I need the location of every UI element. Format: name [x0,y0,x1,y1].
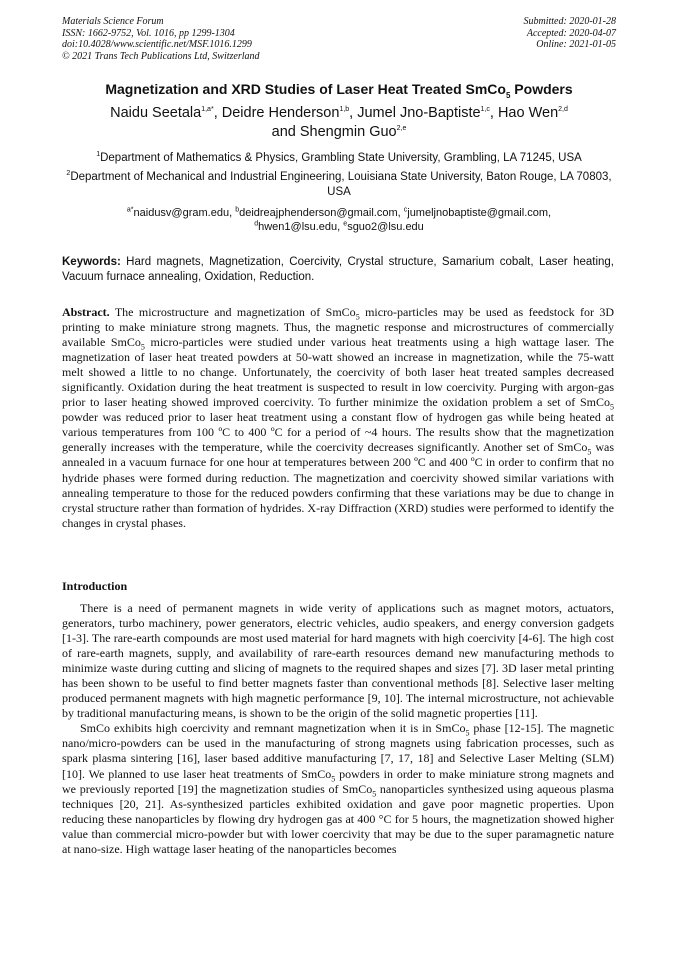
paper-title [40,80,638,98]
author-affil-mark: 1,b [339,106,350,114]
email-address[interactable]: jumeljnobaptiste@gmail.com, [407,207,552,219]
email-address[interactable]: hwen1@lsu.edu, [258,221,344,233]
email-mark: a* [126,206,134,214]
subscript: 5 [355,312,360,322]
affiliation-mark: 2 [66,170,71,178]
author-name: and Shengmin Guo [271,124,397,140]
affiliation-text: Department of Mathematics & Physics, Grambling State University, Grambling, LA 71245, USA [100,152,582,164]
email-address[interactable]: naidusv@gram.edu, [133,207,236,219]
author-affil-mark: 1,c [480,106,490,114]
publication-dates [524,16,617,51]
abstract-text: The microstructure and magnetization of SmCo [109,305,356,319]
online-date: Online: 2021-01-05 [536,39,616,50]
author-list [40,104,638,142]
affiliation-2 [62,170,616,200]
author-separator: , [349,105,358,121]
journal-info [62,16,260,62]
author-separator: , [489,105,498,121]
paragraph-text: nanoparticles synthesized using aqueous plasma techniques [20, 21]. As-synthesized particles exhibited oxidation and gave poor magnetic properties. Upon reducing these nanoparticles by flowing dry hydrogen gas at 400 °C for 5 hours, the magnetization showed higher value than commercial micro-powder but with lower coercivity that may be due to the super paramagnetic nature at nano-size. High wattage laser heating of the nanoparticles becomes [62,781,614,856]
affiliation-text: Department of Mechanical and Industrial Engineering, Louisiana State University, Baton Rouge, LA 70803, USA [70,171,612,198]
author-name: Hao Wen [497,105,559,121]
subscript: 5 [372,788,377,798]
paragraph-text: SmCo exhibits high coercivity and remnant magnetization when it is in SmCo [80,721,466,736]
email-address[interactable]: deidreajphenderson@gmail.com, [239,207,404,219]
keywords [62,255,614,285]
abstract-label: Abstract. [62,305,110,319]
subscript: 5 [140,342,145,352]
title-subscript: 5 [505,90,511,100]
author-affil-mark: 2,e [396,125,407,133]
keywords-text: Hard magnets, Magnetization, Coercivity, Crystal structure, Samarium cobalt, Laser heating, Vacuum furnace annealing, Oxidation, Reduction. [62,256,614,283]
abstract-text: was annealed in a vacuum furnace for one hour at temperatures between 200 ºC and 400 ºC in order to confirm that no hydride phases were formed during reduction. The magnetization and coercivity showed similar variations with annealing temperature to those for the reduced powders confirming that these variations may be due to change in crystal structure rather than formation of hydrides. X-ray Diffraction (XRD) studies were performed to identify the changes in crystal phases. [62,440,614,530]
email-mark: d [254,220,259,228]
title-tail: Powders [510,81,573,97]
author-name: Jumel Jno-Baptiste [357,105,481,121]
title-main: Magnetization and XRD Studies of Laser Heat Treated SmCo [105,81,506,97]
subscript: 5 [331,773,336,783]
email-address[interactable]: sguo2@lsu.edu [347,221,424,233]
journal-name: Materials Science Forum [62,16,164,27]
author-affil-mark: 1,a* [201,106,214,114]
email-list [62,206,616,234]
issn-volume: ISSN: 1662-9752, Vol. 1016, pp 1299-1304 [62,27,235,39]
abstract [62,305,614,531]
paragraph-text: powders in order to make miniature strong magnets and we previously reported [19] the magnetization studies of SmCo [62,766,614,796]
introduction-body [62,601,614,857]
paragraph: There is a need of permanent magnets in wide verity of applications such as magnet motors, actuators, generators, turbo machinery, power generators, electric vehicles, audio speakers, and energy conversion gadgets [1-3]. The rare-earth compounds are most used material for hard magnets with high coercivity [4-6]. The high cost of rare-earth magnets, supply, and availability of rare-earth resources demand new manufacturing methods to minimize waste during cutting and slicing of magnets to the required shapes and sizes [7]. 3D laser metal printing has been shown to be useful to find better magnets faster than conventional methods [8]. Selective laser melting produced permanent magnets with high magnetic performance [9, 10]. The internal microstructure, not achievable by traditional manufacturing means, is shown to be the origin of the solid magnetic properties [11]. [62,601,614,721]
author-name: Naidu Seetala [110,105,202,121]
accepted-date: Accepted: 2020-04-07 [526,27,616,39]
affiliation-mark: 1 [96,151,101,159]
abstract-text: powder was reduced prior to laser heat treatment using a constant flow of hydrogen gas while being heated at various temperatures from 100 ºC to 400 ºC for a period of ~4 hours. The results show that the magnetization generally increases with the temperature, while the coercivity decreases significantly. Another set of SmCo [62,410,614,455]
author-affil-mark: 2,d [558,106,568,114]
email-mark: b [235,206,240,214]
abstract-text: micro-particles may be used as feedstock for 3D printing to make miniature strong magnets. Thus, the magnetic response and microstructures of commercially available SmCo [62,305,614,350]
paragraph [62,721,614,856]
subscript: 5 [465,728,470,738]
subscript: 5 [610,402,614,412]
affiliation-1 [62,151,616,166]
email-mark: e [343,220,348,228]
author-separator: , [213,105,222,121]
copyright: © 2021 Trans Tech Publications Ltd, Switzerland [62,50,260,62]
paragraph-text: phase [12-15]. The magnetic nano/micro-powders can be used in the manufacturing of strong magnets using fabrication processes, such as spark plasma sintering [16], laser based additive manufacturing [7, 17, 18] and Selective Laser Melting (SLM) [10]. We planned to use laser heat treatments of SmCo [62,721,615,781]
keywords-label: Keywords: [62,256,121,268]
subscript: 5 [587,447,592,457]
section-heading-introduction: Introduction [62,579,128,593]
submitted-date: Submitted: 2020-01-28 [523,16,616,27]
email-mark: c [403,206,408,214]
doi-link[interactable]: doi:10.4028/www.scientific.net/MSF.1016.1299 [62,39,252,50]
abstract-text: micro-particles were studied under various heat treatments using a high wattage laser. The magnetization of laser heat treated powders at 50-watt showed an increase in magnetization, while the 75-watt melt showed a little to no change. Unfortunately, the coercivity of both laser heat treated samples decreased significantly. Oxidation during the heat treatment is suspected to result in low coercivity. Purging with argon-gas prior to laser heating showed improved coercivity. To further minimize the oxidation problem a set of SmCo [62,335,614,410]
author-name: Deidre Henderson [221,105,340,121]
